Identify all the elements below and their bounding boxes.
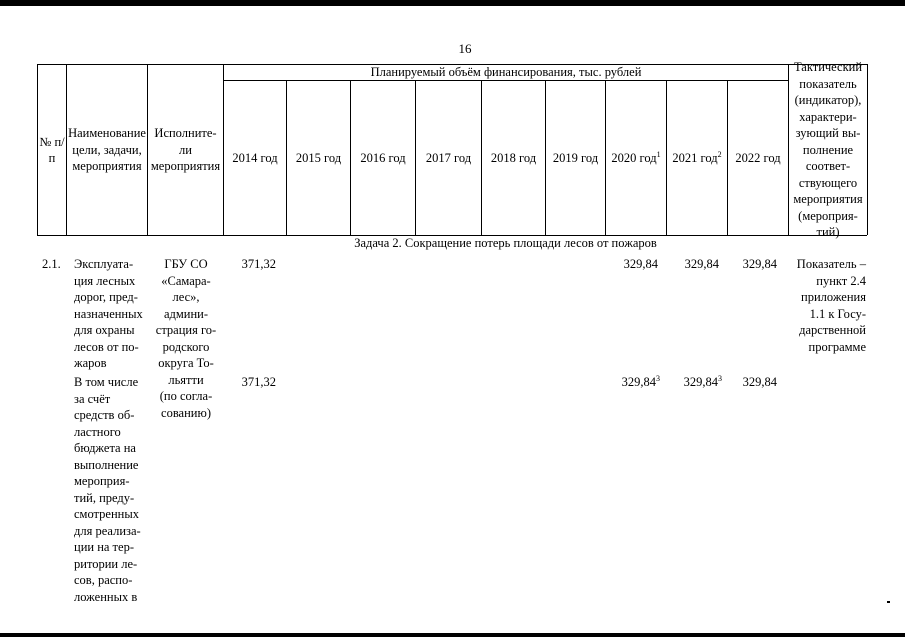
header-name [66, 65, 148, 235]
row1-value-2020: 329,84 [623, 257, 658, 271]
row-number: 2.1. [42, 257, 61, 271]
header-name-text: Наименование цели, задачи, мероприятия [68, 126, 146, 174]
row1-name: Эксплуата- ция лесных дорог, пред- назначенных для охраны лесов от по- жаров [74, 257, 143, 370]
row1-indicator: Показатель – пункт 2.4 приложения 1.1 к Госу- дарственной программе [796, 257, 866, 354]
header-year: 2019 год [552, 150, 599, 165]
row1-value-2022: 329,84 [742, 257, 777, 271]
top-border-bar [0, 0, 905, 6]
row2-value-2021: 329,84$^3$ [683, 373, 722, 389]
header-num [38, 65, 66, 235]
header-year: 2021 год$^2$ [672, 149, 722, 165]
funding-title-text: Планируемый объём финансирования, тыс. рублей [370, 65, 642, 80]
header-year: 2014 год [232, 150, 278, 165]
header-executor-text: Исполните-ли мероприятия [150, 126, 221, 174]
header-executor [148, 65, 223, 235]
footnote-mark: 3 [718, 373, 722, 383]
header-year: 2022 год [735, 150, 781, 165]
col-divider [867, 64, 868, 235]
row1-value-2021: 329,84 [684, 257, 719, 271]
row2-value-2020: 329,84$^3$ [621, 373, 660, 389]
header-funding-title [224, 65, 788, 80]
page-number: 16 [458, 41, 472, 56]
row1-value-2014: 371,32 [241, 257, 276, 271]
header-num-text: № п/п [39, 134, 65, 165]
header-year: 2015 год [295, 150, 342, 165]
scan-speck [887, 601, 890, 603]
header-year: 2017 год [425, 150, 472, 165]
header-year: 2018 год [490, 150, 537, 165]
row1-executor: ГБУ СО «Самара- лес», админи- страция го- родского округа То- льятти (по согла- сованию) [155, 257, 217, 420]
bottom-border-bar [0, 633, 905, 637]
row2-value-2014: 371,32 [241, 375, 276, 389]
footnote-mark: 3 [656, 373, 660, 383]
header-year: 2020 год$^1$ [611, 149, 661, 165]
row2-value-2022: 329,84 [742, 375, 777, 389]
footnote-mark: 1 [656, 149, 661, 159]
header-indicator [789, 60, 867, 240]
task-title: Задача 2. Сокращение потерь площади лесов от пожаров [354, 236, 657, 250]
row2-name: В том числе за счёт средств об- ластного бюджета на выполнение мероприя- тий, преду- смотренных для реализа- ции на тер- ритории ле- сов, распо- ложенных в [74, 375, 141, 604]
header-indicator-text: Тактический показатель (индикатор), характери-зующий вы-полнение соответ-ствующего мероприятия (мероприя-тий) [793, 60, 863, 240]
header-year: 2016 год [360, 150, 406, 165]
footnote-mark: 2 [717, 149, 722, 159]
